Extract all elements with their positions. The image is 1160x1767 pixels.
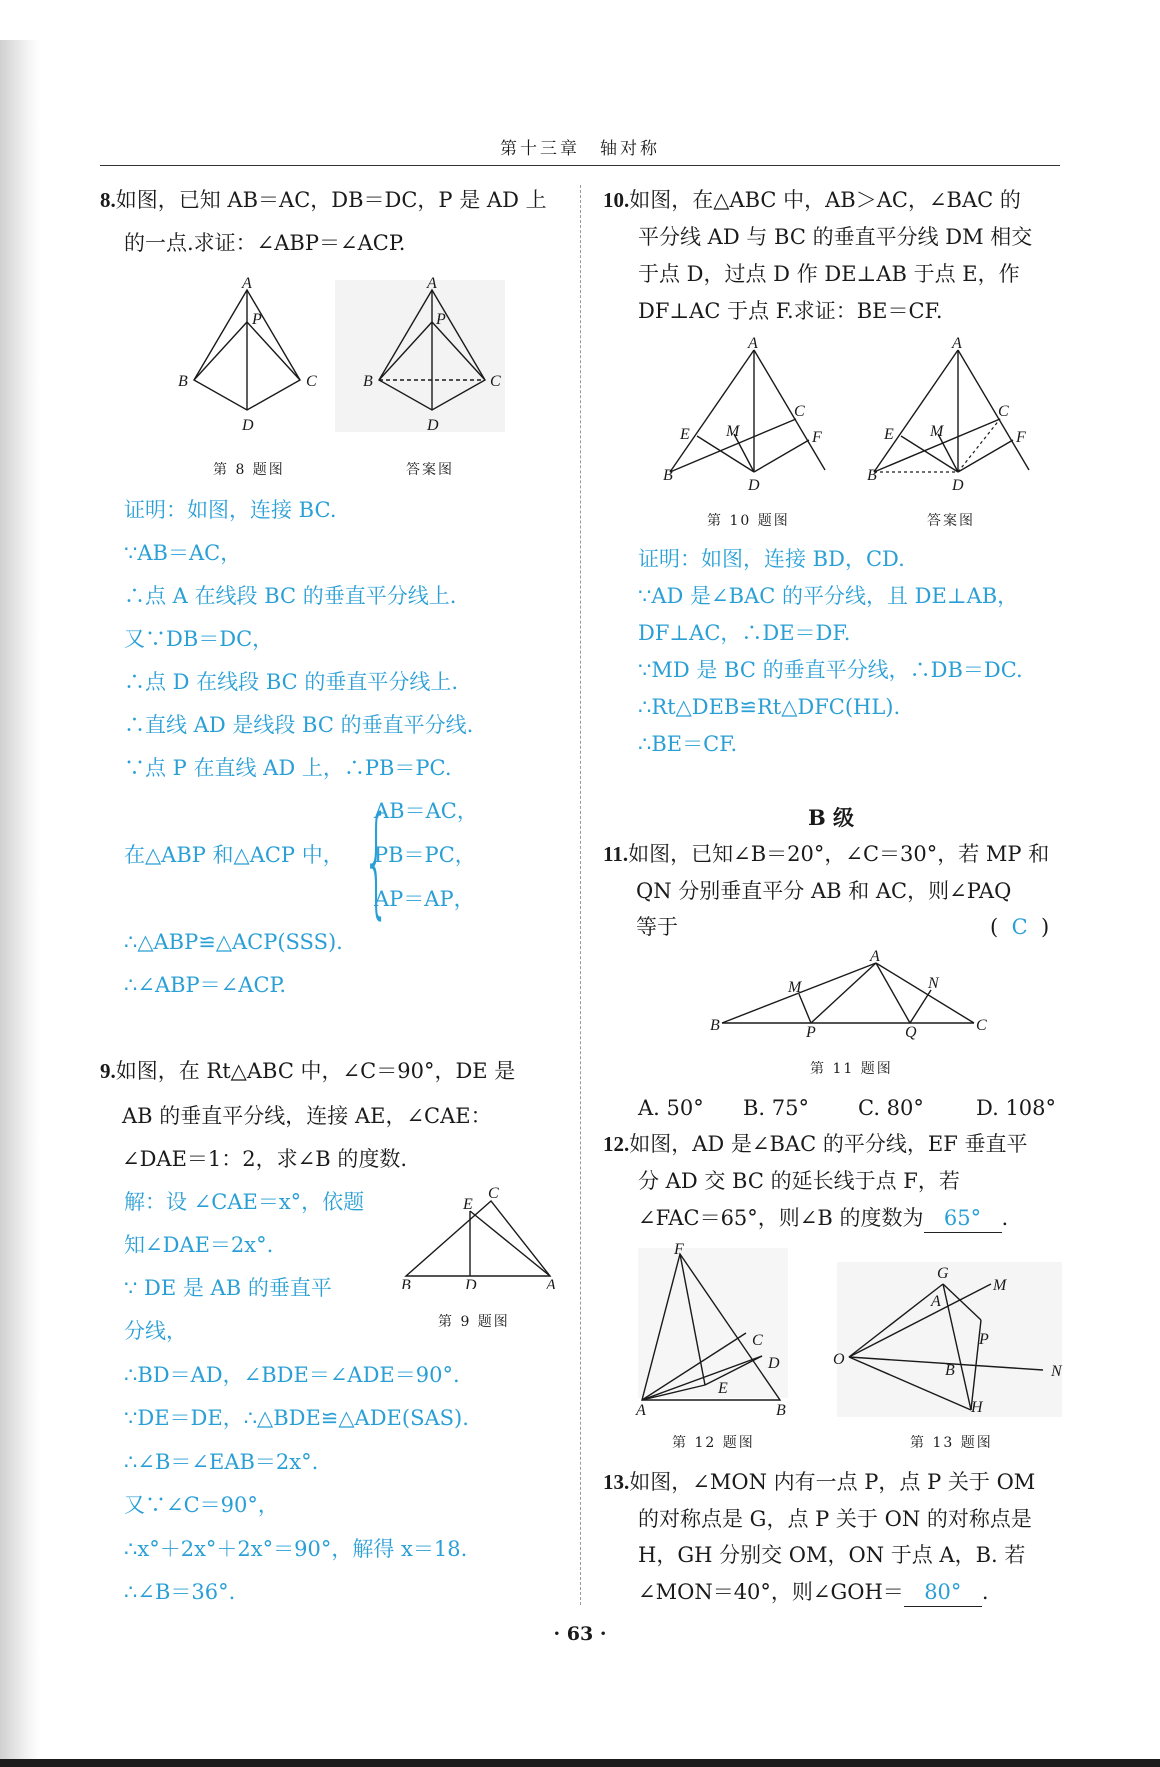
svg-text:C: C bbox=[306, 373, 317, 390]
svg-text:D: D bbox=[952, 477, 964, 494]
svg-text:A: A bbox=[952, 335, 962, 352]
q9-answer-line: 又∵∠C＝90°， bbox=[124, 1493, 279, 1517]
q10-answer-line: ∵AD 是∠BAC 的平分线，且 DE⊥AB， bbox=[638, 584, 1019, 608]
svg-text:M: M bbox=[726, 423, 740, 440]
svg-text:P: P bbox=[252, 311, 262, 328]
q11-option: A. 50° bbox=[638, 1096, 704, 1120]
q8-system-eq: PB＝PC， bbox=[374, 843, 476, 867]
svg-text:B: B bbox=[945, 1362, 955, 1379]
q9-answer-line: ∴BD＝AD，∠BDE＝∠ADE＝90°. bbox=[124, 1363, 460, 1387]
q9-answer-line: 解：设 ∠CAE＝x°，依题 bbox=[124, 1190, 365, 1214]
svg-text:D: D bbox=[242, 417, 254, 434]
page-number: · 63 · bbox=[553, 1623, 607, 1645]
q9-stem2: AB 的垂直平分线，连接 AE，∠CAE： bbox=[122, 1104, 492, 1128]
q11-stem3: 等于 bbox=[636, 915, 678, 939]
q10-stem4: DF⊥AC 于点 F.求证：BE＝CF. bbox=[638, 299, 943, 323]
q11-stem2: QN 分别垂直平分 AB 和 AC，则∠PAQ bbox=[636, 879, 1012, 903]
q8-answer-line: 又∵DB＝DC， bbox=[124, 627, 274, 651]
svg-text:D: D bbox=[768, 1355, 780, 1372]
q10-stem3: 于点 D，过点 D 作 DE⊥AB 于点 E，作 bbox=[638, 262, 1020, 286]
svg-text:C: C bbox=[752, 1332, 763, 1349]
q13-number: 13. bbox=[603, 1470, 630, 1494]
q12-figure-caption: 第 12 题图 bbox=[672, 1435, 755, 1451]
q11-stem1: 如图，已知∠B＝20°，∠C＝30°，若 MP 和 bbox=[628, 842, 1050, 866]
q12-figure bbox=[630, 1240, 800, 1420]
q10-answer-line: 证明：如图，连接 BD，CD. bbox=[638, 547, 905, 571]
svg-text:E: E bbox=[718, 1380, 728, 1397]
svg-text:A: A bbox=[242, 275, 252, 292]
page-edge-shadow bbox=[0, 40, 40, 1767]
column-divider bbox=[580, 185, 581, 1605]
svg-text:Q: Q bbox=[905, 1024, 917, 1040]
q13-stem3: H，GH 分别交 OM，ON 于点 A，B. 若 bbox=[638, 1543, 1026, 1567]
svg-text:O: O bbox=[833, 1351, 845, 1368]
svg-text:A: A bbox=[636, 1402, 646, 1419]
q11-option: C. 80° bbox=[858, 1096, 924, 1120]
q12-stem2: 分 AD 交 BC 的延长线于点 F，若 bbox=[638, 1169, 960, 1193]
q9-answer-line: ∴∠B＝36°. bbox=[124, 1580, 236, 1604]
q10-stem2: 平分线 AD 与 BC 的垂直平分线 DM 相交 bbox=[638, 225, 1033, 249]
svg-text:G: G bbox=[937, 1265, 949, 1282]
svg-text:A: A bbox=[546, 1277, 556, 1289]
q9-figure bbox=[398, 1184, 568, 1289]
svg-text:P: P bbox=[979, 1331, 989, 1348]
svg-text:N: N bbox=[1051, 1363, 1062, 1380]
svg-text:A: A bbox=[427, 275, 437, 292]
q13-answer-blank: 80° bbox=[904, 1578, 982, 1607]
q8-system-eq: AP＝AP， bbox=[374, 887, 475, 911]
svg-text:C: C bbox=[976, 1017, 987, 1034]
q11-figure-caption: 第 11 题图 bbox=[810, 1061, 893, 1077]
q8-system-eq: AB＝AC， bbox=[374, 799, 478, 823]
svg-text:N: N bbox=[928, 975, 939, 992]
q11-answer-bracket bbox=[990, 913, 1049, 941]
svg-text:E: E bbox=[463, 1196, 473, 1213]
q12-stem1: 如图，AD 是∠BAC 的平分线，EF 垂直平 bbox=[629, 1132, 1028, 1156]
svg-text:B: B bbox=[663, 467, 673, 484]
svg-text:M: M bbox=[993, 1277, 1007, 1294]
q9-stem3: ∠DAE＝1：2，求∠B 的度数. bbox=[122, 1147, 408, 1171]
svg-text:C: C bbox=[998, 403, 1009, 420]
q13-stem2: 的对称点是 G，点 P 关于 ON 的对称点是 bbox=[638, 1507, 1032, 1531]
bracket-close: ) bbox=[1041, 915, 1050, 939]
svg-text:C: C bbox=[794, 403, 805, 420]
svg-text:M: M bbox=[788, 979, 802, 996]
q8-answer-line: ∵点 P 在直线 AD 上，∴PB＝PC. bbox=[124, 756, 452, 780]
svg-text:B: B bbox=[401, 1277, 411, 1289]
q9-answer-line: 分线， bbox=[124, 1319, 187, 1343]
q8-answer-line: ∴△ABP≌△ACP(SSS). bbox=[124, 930, 343, 954]
svg-text:D: D bbox=[748, 477, 760, 494]
svg-text:A: A bbox=[748, 335, 758, 352]
q12-number: 12. bbox=[603, 1132, 630, 1156]
bracket-open: ( bbox=[990, 915, 999, 939]
q8-stem2: 的一点.求证：∠ABP＝∠ACP. bbox=[124, 231, 406, 255]
q8-answer-line: 在△ABP 和△ACP 中， bbox=[124, 843, 344, 867]
q10-figure bbox=[660, 332, 1060, 502]
q8-answer-figure-caption: 答案图 bbox=[406, 462, 454, 478]
q12-stem-line1 bbox=[603, 1130, 1027, 1158]
q12-stem-line3 bbox=[638, 1204, 1008, 1233]
q8-stem-line1 bbox=[100, 186, 547, 214]
q9-stem-line1 bbox=[100, 1057, 515, 1085]
q12-stem3: ∠FAC＝65°，则∠B 的度数为 bbox=[638, 1206, 924, 1230]
svg-text:C: C bbox=[490, 373, 501, 390]
q10-number: 10. bbox=[603, 188, 630, 212]
q13-stem-line1 bbox=[603, 1468, 1035, 1496]
bottom-bar bbox=[0, 1759, 1160, 1767]
q12-answer-blank: 65° bbox=[924, 1204, 1002, 1233]
q10-stem-line1 bbox=[603, 186, 1021, 214]
q10-answer-figure-caption: 答案图 bbox=[927, 513, 975, 529]
q8-answer-line: ∴点 D 在线段 BC 的垂直平分线上. bbox=[124, 670, 459, 694]
header-rule bbox=[100, 165, 1060, 166]
svg-text:B: B bbox=[710, 1017, 720, 1034]
q12-period: . bbox=[1001, 1206, 1009, 1230]
q11-number: 11. bbox=[603, 842, 629, 866]
svg-text:C: C bbox=[488, 1185, 499, 1202]
q13-stem4: ∠MON＝40°，则∠GOH＝ bbox=[638, 1580, 904, 1604]
q9-stem1: 如图，在 Rt△ABC 中，∠C＝90°，DE 是 bbox=[115, 1059, 516, 1083]
svg-text:A: A bbox=[931, 1293, 941, 1310]
q8-number: 8. bbox=[100, 188, 116, 212]
svg-text:F: F bbox=[812, 429, 822, 446]
svg-text:P: P bbox=[806, 1024, 816, 1040]
q13-figure-caption: 第 13 题图 bbox=[910, 1435, 993, 1451]
svg-text:E: E bbox=[680, 426, 690, 443]
svg-text:F: F bbox=[674, 1241, 684, 1258]
q10-answer-line: ∴Rt△DEB≌Rt△DFC(HL). bbox=[638, 695, 901, 719]
q10-figure-caption: 第 10 题图 bbox=[707, 513, 790, 529]
chapter-header: 第十三章 轴对称 bbox=[500, 139, 660, 159]
q13-period: . bbox=[981, 1580, 989, 1604]
svg-text:F: F bbox=[1016, 429, 1026, 446]
q9-figure-caption: 第 9 题图 bbox=[438, 1314, 510, 1330]
q8-figure-caption: 第 8 题图 bbox=[213, 462, 285, 478]
svg-text:P: P bbox=[436, 311, 446, 328]
q11-option: B. 75° bbox=[743, 1096, 810, 1120]
q13-figure bbox=[825, 1262, 1065, 1422]
svg-text:B: B bbox=[776, 1402, 786, 1419]
q8-answer-line: ∴∠ABP＝∠ACP. bbox=[124, 973, 287, 997]
q10-answer-line: ∴BE＝CF. bbox=[638, 732, 738, 756]
svg-text:E: E bbox=[884, 426, 894, 443]
q8-answer-line: ∴点 A 在线段 BC 的垂直平分线上. bbox=[124, 584, 457, 608]
q11-option: D. 108° bbox=[976, 1096, 1057, 1120]
q9-answer-line: ∴x°＋2x°＋2x°＝90°，解得 x＝18. bbox=[124, 1537, 468, 1561]
q8-answer-line: ∴直线 AD 是线段 BC 的垂直平分线. bbox=[124, 713, 474, 737]
q10-answer-line: ∵MD 是 BC 的垂直平分线，∴DB＝DC. bbox=[638, 658, 1023, 682]
svg-text:M: M bbox=[930, 423, 944, 440]
q9-answer-line: ∵ DE 是 AB 的垂直平 bbox=[124, 1276, 332, 1300]
q11-stem-line1 bbox=[603, 840, 1049, 868]
svg-text:D: D bbox=[427, 417, 439, 434]
q11-figure bbox=[700, 948, 1000, 1040]
system-brace: { bbox=[363, 792, 390, 931]
q8-stem1: 如图，已知 AB＝AC，DB＝DC，P 是 AD 上 bbox=[115, 188, 547, 212]
level-b-heading: B 级 bbox=[808, 805, 855, 830]
svg-text:D: D bbox=[465, 1277, 477, 1289]
svg-text:B: B bbox=[867, 467, 877, 484]
svg-text:A: A bbox=[870, 948, 880, 965]
svg-text:H: H bbox=[971, 1399, 983, 1416]
q8-answer-line: 证明：如图，连接 BC. bbox=[124, 498, 337, 522]
q8-answer-line: ∵AB＝AC， bbox=[124, 541, 242, 565]
q10-stem1: 如图，在△ABC 中，AB＞AC，∠BAC 的 bbox=[629, 188, 1021, 212]
q13-stem1: 如图，∠MON 内有一点 P，点 P 关于 OM bbox=[629, 1470, 1036, 1494]
q10-answer-line: DF⊥AC，∴DE＝DF. bbox=[638, 621, 851, 645]
q9-answer-line: ∴∠B＝∠EAB＝2x°. bbox=[124, 1450, 319, 1474]
svg-text:B: B bbox=[363, 373, 373, 390]
q9-answer-line: ∵DE＝DE，∴△BDE≌△ADE(SAS). bbox=[124, 1406, 469, 1430]
q11-answer: C bbox=[1011, 915, 1028, 939]
q9-answer-line: 知∠DAE＝2x°. bbox=[124, 1233, 274, 1257]
q13-stem-line4 bbox=[638, 1578, 989, 1607]
svg-text:B: B bbox=[178, 373, 188, 390]
q8-figure bbox=[170, 272, 510, 442]
q9-number: 9. bbox=[100, 1059, 116, 1083]
